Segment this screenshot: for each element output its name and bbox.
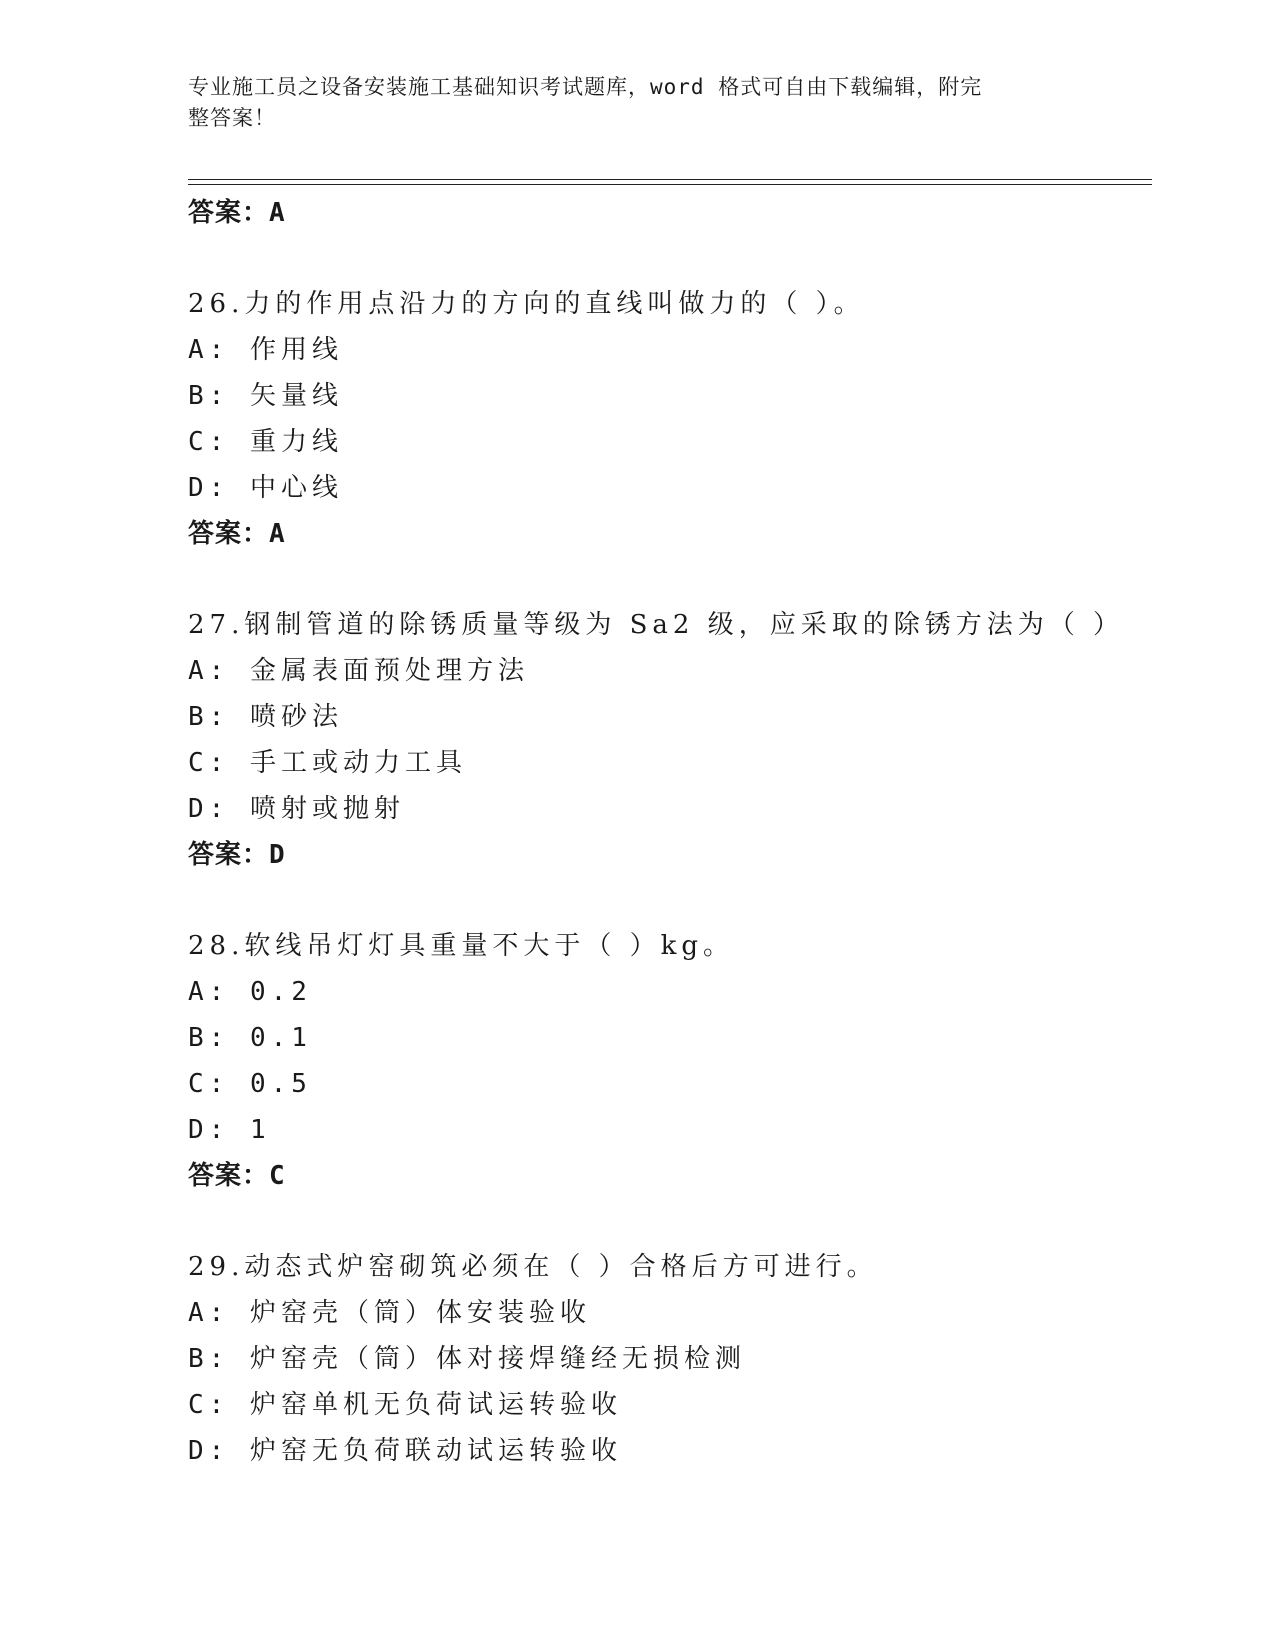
question-stem: 26.力的作用点沿力的方向的直线叫做力的（ ）。 xyxy=(188,289,865,319)
option-b: B: 炉窑壳（筒）体对接焊缝经无损检测 xyxy=(188,1344,746,1374)
question-27 xyxy=(188,602,1152,878)
option-a: A: 炉窑壳（筒）体安装验收 xyxy=(188,1298,591,1328)
header-line-2: 整答案！ xyxy=(188,106,276,130)
document-header xyxy=(188,72,1068,134)
option-c: C: 手工或动力工具 xyxy=(188,748,467,778)
option-c: C: 重力线 xyxy=(188,427,343,457)
option-b: B: 0.1 xyxy=(188,1023,312,1053)
option-a: A: 0.2 xyxy=(188,977,312,1007)
option-d: D: 1 xyxy=(188,1115,271,1145)
question-stem: 27.钢制管道的除锈质量等级为 Sa2 级，应采取的除锈方法为（ ） xyxy=(188,610,1124,640)
option-a: A: 作用线 xyxy=(188,335,343,365)
header-line-1: 专业施工员之设备安装施工基础知识考试题库，word 格式可自由下载编辑，附完 xyxy=(188,75,983,99)
option-c: C: 0.5 xyxy=(188,1069,312,1099)
option-d: D: 喷射或抛射 xyxy=(188,794,405,824)
question-stem: 29.动态式炉窑砌筑必须在（ ）合格后方可进行。 xyxy=(188,1252,878,1282)
question-stem: 28.软线吊灯灯具重量不大于（ ）kg。 xyxy=(188,931,735,961)
option-b: B: 喷砂法 xyxy=(188,702,343,732)
question-list xyxy=(188,190,1152,1474)
answer: 答案：A xyxy=(188,519,286,549)
question-26 xyxy=(188,281,1152,557)
option-d: D: 中心线 xyxy=(188,473,343,503)
option-b: B: 矢量线 xyxy=(188,381,343,411)
question-28 xyxy=(188,923,1152,1199)
question-29 xyxy=(188,1244,1152,1474)
answer: 答案：D xyxy=(188,840,286,870)
answer: 答案：C xyxy=(188,1161,286,1191)
option-a: A: 金属表面预处理方法 xyxy=(188,656,529,686)
header-divider-bottom xyxy=(188,184,1152,185)
previous-answer: 答案：A xyxy=(188,198,286,228)
option-d: D: 炉窑无负荷联动试运转验收 xyxy=(188,1436,622,1466)
header-divider-top xyxy=(188,179,1152,180)
option-c: C: 炉窑单机无负荷试运转验收 xyxy=(188,1390,622,1420)
